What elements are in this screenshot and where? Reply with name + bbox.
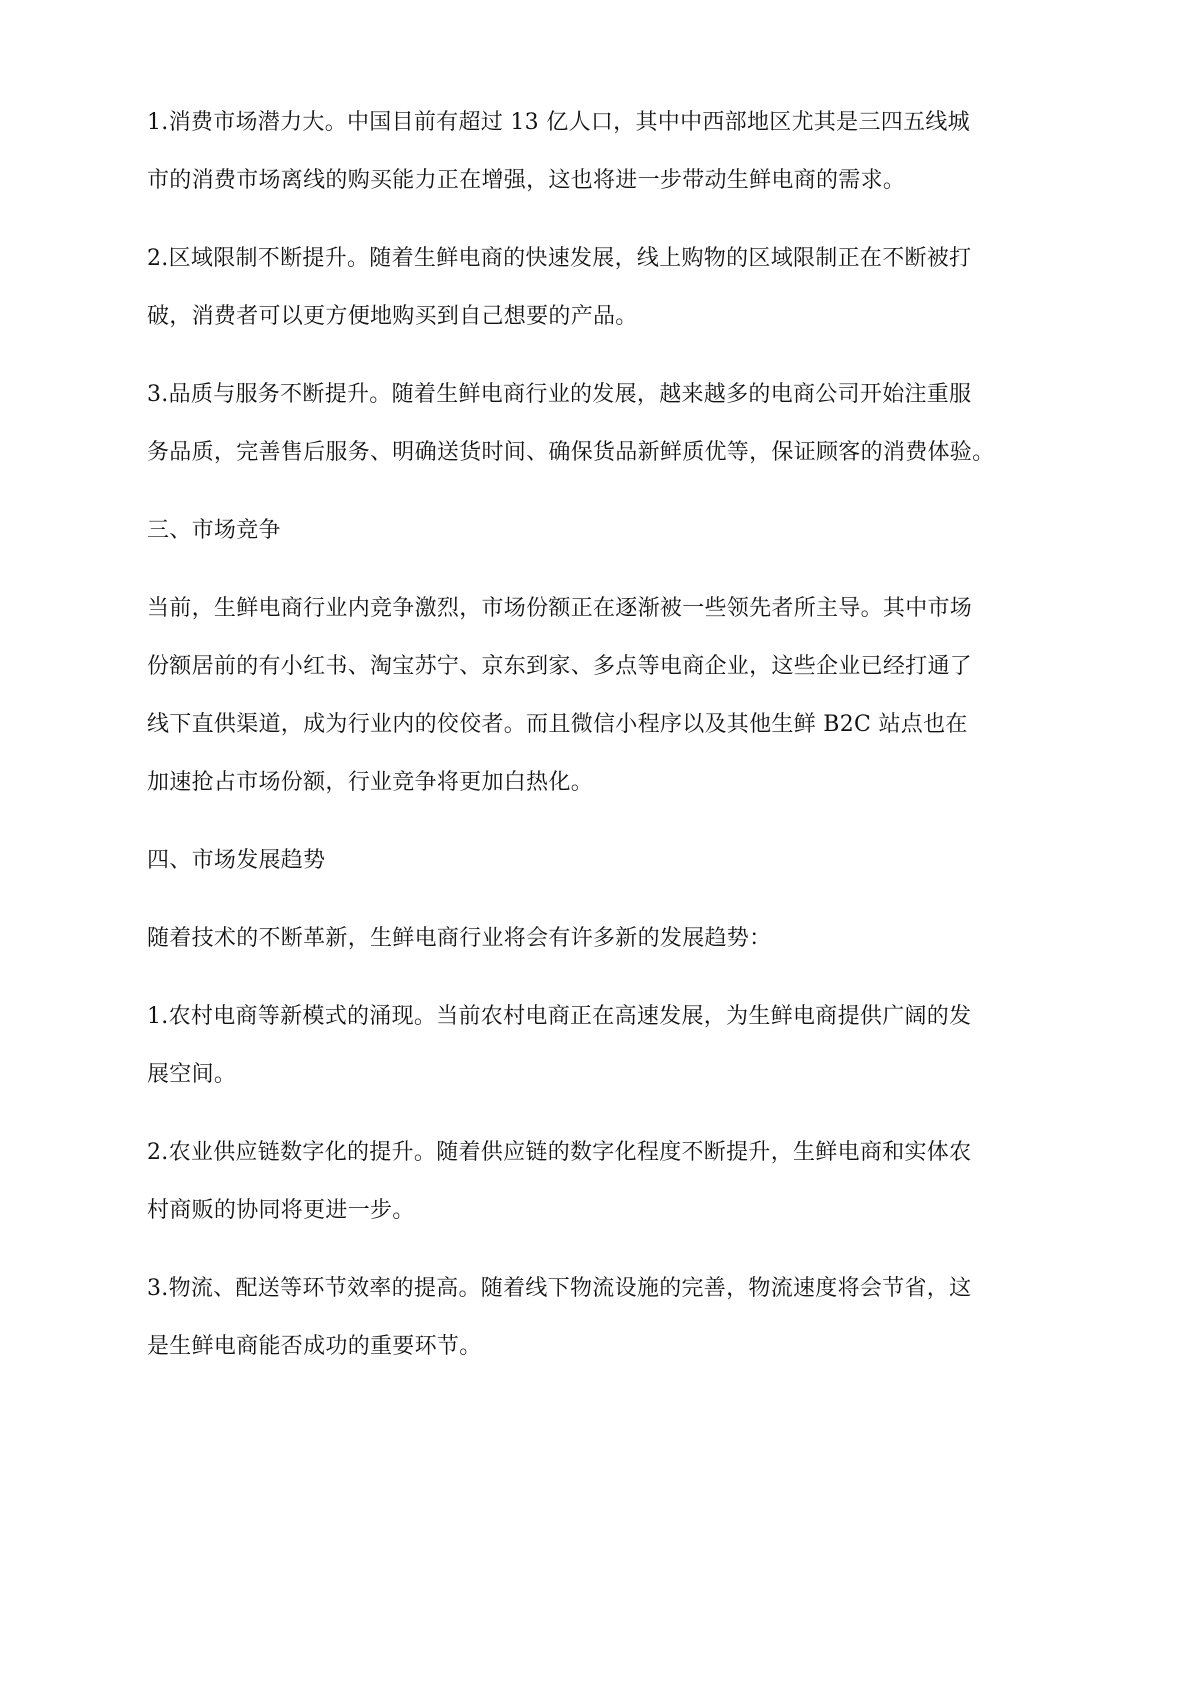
paragraph-quality-service-line-1: 3.品质与服务不断提升。随着生鲜电商行业的发展，越来越多的电商公司开始注重服 [147,382,972,407]
paragraph-competition-line-1: 当前，生鲜电商行业内竞争激烈，市场份额正在逐渐被一些领先者所主导。其中市场 [147,596,973,621]
section-heading-development-trends: 四、市场发展趋势 [147,848,326,873]
section-heading-market-competition: 三、市场竞争 [147,518,281,543]
paragraph-logistics-line-2: 是生鲜电商能否成功的重要环节。 [147,1334,482,1359]
paragraph-consumption-potential-line-2: 市的消费市场离线的购买能力正在增强，这也将进一步带动生鲜电商的需求。 [147,168,906,193]
paragraph-competition-line-2: 份额居前的有小红书、淘宝苏宁、京东到家、多点等电商企业，这些企业已经打通了 [147,654,973,679]
paragraph-regional-limits-line-1: 2.区域限制不断提升。随着生鲜电商的快速发展，线上购物的区域限制正在不断被打 [147,246,972,271]
paragraph-rural-ecommerce-line-1: 1.农村电商等新模式的涌现。当前农村电商正在高速发展，为生鲜电商提供广阔的发 [147,1004,972,1029]
paragraph-trends-intro: 随着技术的不断革新，生鲜电商行业将会有许多新的发展趋势： [147,926,772,951]
paragraph-competition-line-4: 加速抢占市场份额，行业竞争将更加白热化。 [147,770,594,795]
paragraph-supply-chain-line-1: 2.农业供应链数字化的提升。随着供应链的数字化程度不断提升，生鲜电商和实体农 [147,1140,972,1165]
paragraph-rural-ecommerce-line-2: 展空间。 [147,1062,237,1087]
paragraph-consumption-potential-line-1: 1.消费市场潜力大。中国目前有超过 13 亿人口，其中中西部地区尤其是三四五线城 [147,110,970,135]
paragraph-quality-service-line-2: 务品质，完善售后服务、明确送货时间、确保货品新鲜质优等，保证顾客的消费体验。 [147,440,995,465]
paragraph-supply-chain-line-2: 村商贩的协同将更进一步。 [147,1198,415,1223]
paragraph-logistics-line-1: 3.物流、配送等环节效率的提高。随着线下物流设施的完善，物流速度将会节省，这 [147,1276,972,1301]
paragraph-competition-line-3: 线下直供渠道，成为行业内的佼佼者。而且微信小程序以及其他生鲜 B2C 站点也在 [147,712,968,737]
paragraph-regional-limits-line-2: 破，消费者可以更方便地购买到自己想要的产品。 [147,304,638,329]
